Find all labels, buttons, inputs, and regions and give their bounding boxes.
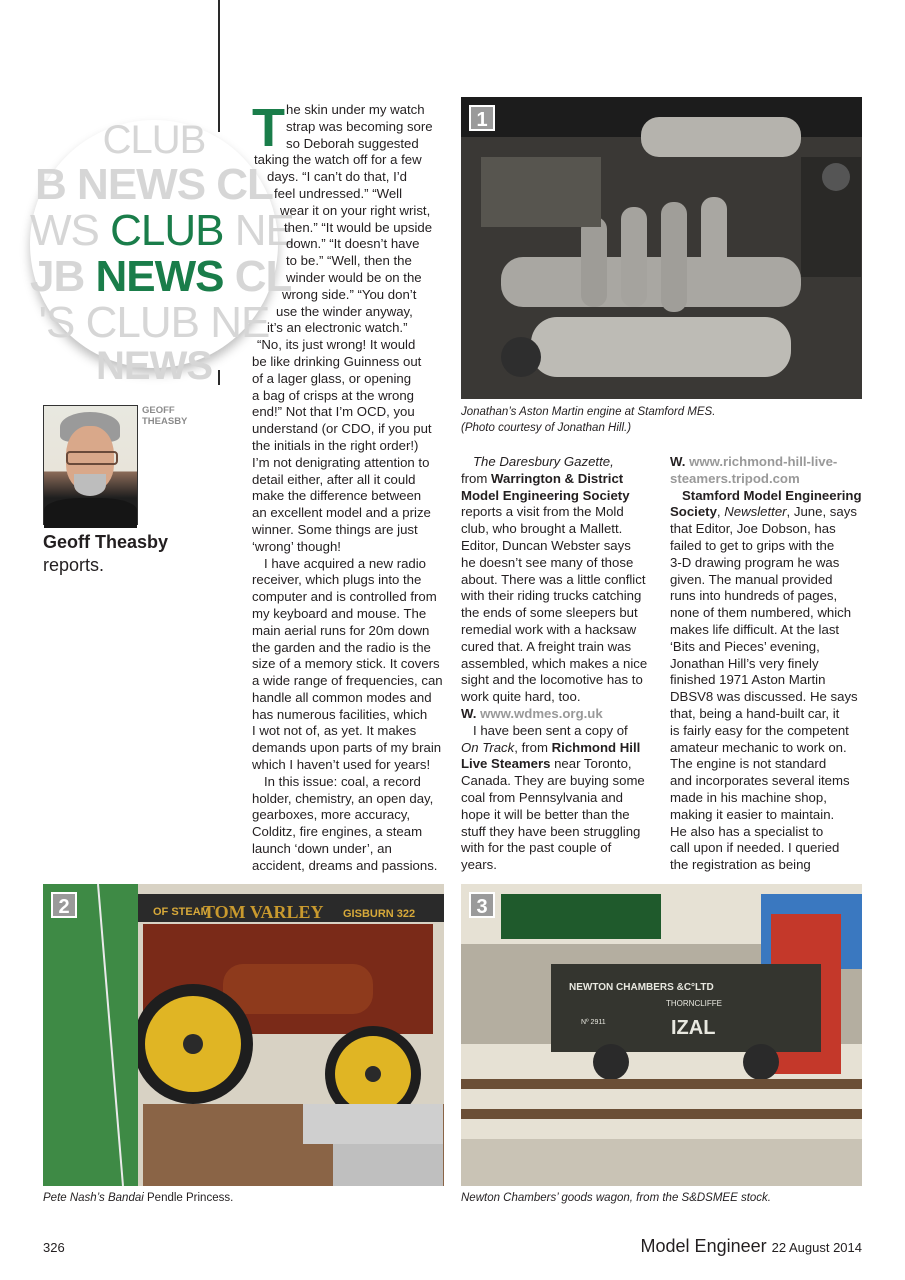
author-name: Geoff Theasby <box>43 532 169 552</box>
column-3-text: W. www.richmond-hill-live- steamers.tripod.com Stamford Model Engineering Society, Newsletter, June, says that Editor, Joe Dobson, has failed to get to grips with the 3-D drawing program he was given. The manual provided runs into hundreds of pages, none of them numbered, which makes life difficult. At the last ‘Bits and Pieces’ evening, Jonathan Hill’s very finely finished 1971 Aston Martin DBSV8 was discussed. He says that, being a hand-built car, it is fairly easy for the competent amateur mechanic to work on. The engine is not standard and incorporates several items made in his machine shop, making it easier to maintain. He also has a specialist to call upon if needed. I queried the registration as being <box>670 454 862 873</box>
traction-engine-illustration <box>43 884 444 1186</box>
author-small-label: GEOFF THEASBY <box>142 405 188 427</box>
badge-row-5: 'S CLUB NE <box>38 298 270 347</box>
page-number: 326 <box>43 1240 65 1255</box>
author-photo <box>43 405 138 525</box>
club-news-badge <box>30 118 294 388</box>
figure-2-caption: Pete Nash’s Bandai Pendle Princess. <box>43 1192 234 1204</box>
column-1-text: he skin under my watch strap was becoming sore so Deborah suggested taking the watch off for a few days. “I can’t do that, I’d feel undressed.” “Well wear it on your right wrist, then.” “It would be upside down.” “It doesn’t have to be.” “Well, then the winder would be on the wrong side.” “You don’t use the winder anyway, it’s an electronic watch.” “No, its just wrong! It would be like drinking Guinness out of a lager glass, or opening a bag of crisps at the wrong end!” Not that I’m OCD, you understand (or CDO, if you put the initials in the right order!) I’m not denigrating attention to detail either, after all it could make the difference between an excellent model and a prize winner. Some things are just ‘wrong’ though! I have acquired a new radio receiver, which plugs into the computer and is controlled from my keyboard and mouse. The main aerial runs for 20m down the garden and the radio is the size of a memory stick. It covers a wide range of frequencies, can handle all common modes and has numerous facilities, which I wot not of, as yet. It makes demands upon parts of my brain which I haven’t used for years! In this issue: coal, a record holder, chemistry, an open day, gearboxes, more accuracy, Colditz, fire engines, a steam launch ‘down under’, an accident, dreams and passions. <box>252 102 443 873</box>
drop-cap: T <box>252 98 285 158</box>
author-reports: reports. <box>43 555 105 575</box>
richmond-link[interactable]: www.richmond-hill-live- <box>689 454 838 469</box>
column-rule-top <box>218 0 220 132</box>
column-2-text: The Daresbury Gazette, from Warrington & District Model Engineering Society reports a visit from the Mold club, who brought a Mallett. Editor, Duncan Webster says he doesn’t see many of those about. There was a little conflict with their riding trucks catching the ends of some sleepers but remedial work with a hacksaw cured that. A freight train was assembled, which makes a nice sight and the locomotive has to work quite hard, too. W. www.wdmes.org.uk I have been sent a copy of On Track, from Richmond Hill Live Steamers near Toronto, Canada. They are buying some coal from Pennsylvania and hope it will be better than the stuff they have been struggling with for the past couple of years. <box>461 454 648 873</box>
wagon-text-d: Nº 2911 <box>581 1019 606 1026</box>
column-rule-mid <box>218 370 220 385</box>
badge-row-3: WS CLUB NE <box>30 206 294 255</box>
figure-1-caption: Jonathan’s Aston Martin engine at Stamford MES. (Photo courtesy of Jonathan Hill.) <box>461 406 716 434</box>
figure-1-engine-photo <box>461 97 862 399</box>
goods-wagon-illustration <box>461 884 862 1186</box>
figure-number-3: 3 <box>469 892 495 918</box>
badge-row-1: CLUB <box>102 118 206 162</box>
wagon-text-c: IZAL <box>671 1017 716 1039</box>
figure-3-caption: Newton Chambers’ goods wagon, from the S&DSMEE stock. <box>461 1192 772 1204</box>
figure-2-traction-engine-photo <box>43 884 444 1186</box>
engine-illustration <box>461 97 862 399</box>
sign-text-c: OF STEAM <box>153 906 210 918</box>
wdmes-link[interactable]: www.wdmes.org.uk <box>480 705 603 721</box>
sign-text-b: GISBURN 322 <box>343 908 416 920</box>
wagon-text-b: THORNCLIFFE <box>666 999 722 1008</box>
badge-row-6: NEWS <box>96 344 212 388</box>
sign-text-a: TOM VARLEY <box>203 902 324 922</box>
richmond-link-cont[interactable]: steamers.tripod.com <box>670 470 800 486</box>
magazine-footer: Model Engineer 22 August 2014 <box>640 1236 862 1256</box>
wagon-text-a: NEWTON CHAMBERS &C°LTD <box>569 982 714 993</box>
badge-row-2: B NEWS CL <box>35 160 273 209</box>
figure-number-2: 2 <box>51 892 77 918</box>
figure-3-goods-wagon-photo <box>461 884 862 1186</box>
badge-row-4: JB NEWS CL <box>30 252 292 301</box>
figure-number-1: 1 <box>469 105 495 131</box>
